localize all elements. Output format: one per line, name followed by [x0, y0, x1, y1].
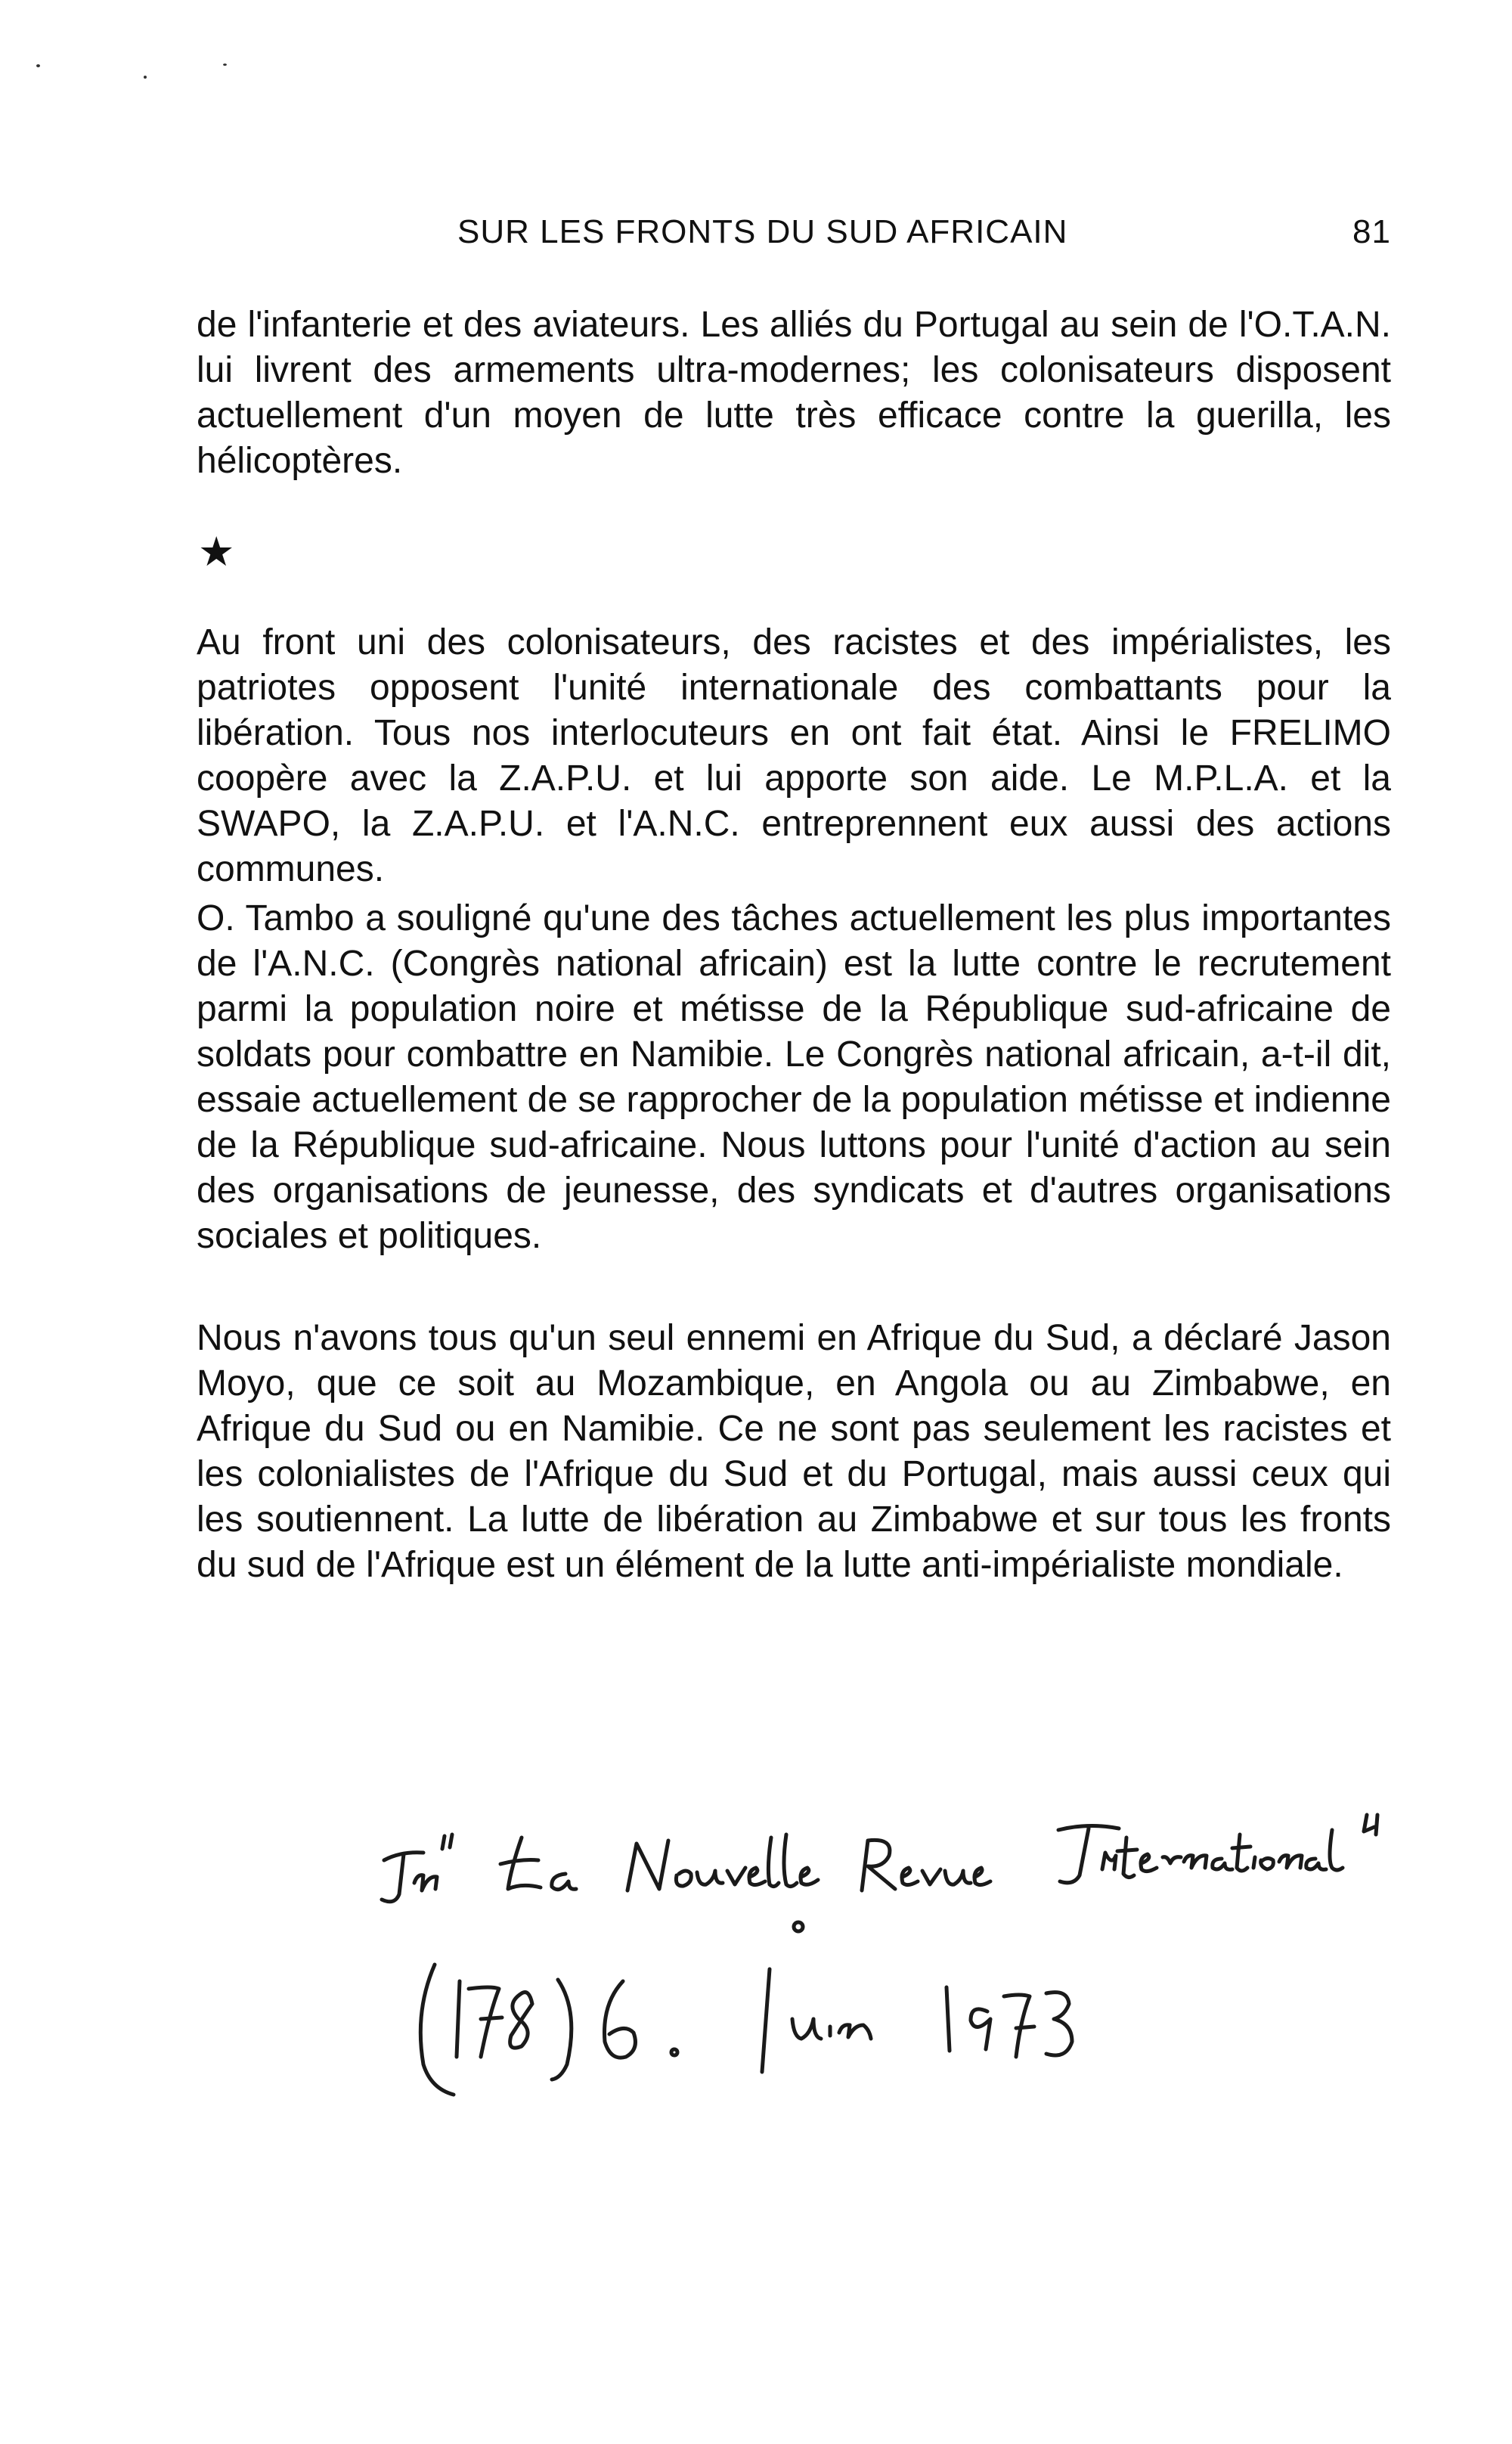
paragraph-4: Nous n'avons tous qu'un seul ennemi en Afrique du Sud, a déclaré Jason Moyo, que ce soit au Mozambique, en Angola ou au Zimbabwe, en Afrique du Sud ou en Namibie. Ce ne sont pas seulement les racistes et les colonialistes de l'Afrique du Sud et du Portugal, mais aussi ceux qui les soutiennent. La lutte de libération au Zimbabwe et sur tous les fronts du sud de l'Afrique est un élément de la lutte anti-impérialiste mondiale. — [197, 1318, 1391, 1585]
running-header — [197, 213, 1391, 259]
section-separator-star: ★ — [198, 529, 235, 575]
scan-speck — [223, 64, 227, 66]
scan-speck — [144, 76, 147, 79]
paragraph-3: O. Tambo a souligné qu'une des tâches actuellement les plus importantes de l'A.N.C. (Congrès national africain) est la lutte contre le recrutement parmi la population noire et métisse de la République sud-africaine de soldats pour combattre en Namibie. Le Congrès national africain, a-t-il dit, essaie actuellement de se rapprocher de la population métisse et indienne de la République sud-africaine. Nous luttons pour l'unité d'action au sein des organisations de jeunesse, des syndicats et d'autres organisations sociales et politiques. — [197, 898, 1391, 1256]
running-title: SUR LES FRONTS DU SUD AFRICAIN — [457, 213, 1068, 250]
page-number: 81 — [1352, 213, 1391, 250]
scan-speck — [36, 64, 40, 67]
handwriting-drawing — [0, 1762, 1512, 2110]
paragraph-1: de l'infanterie et des aviateurs. Les alliés du Portugal au sein de l'O.T.A.N. lui livrent des armements ultra-modernes; les colonisateurs disposent actuellement d'un moyen de lutte très efficace contre la guerilla, les hélicoptères. — [197, 305, 1391, 481]
paragraph-2: Au front uni des colonisateurs, des racistes et des impérialistes, les patriotes opposent l'unité internationale des combattants pour la libération. Tous nos interlocuteurs en ont fait état. Ainsi le FRELIMO coopère avec la Z.A.P.U. et lui apporte son aide. Le M.P.L.A. et la SWAPO, la Z.A.P.U. et l'A.N.C. entreprennent eux aussi des actions communes. — [197, 622, 1391, 889]
handwritten-source-note — [0, 1762, 1512, 2110]
